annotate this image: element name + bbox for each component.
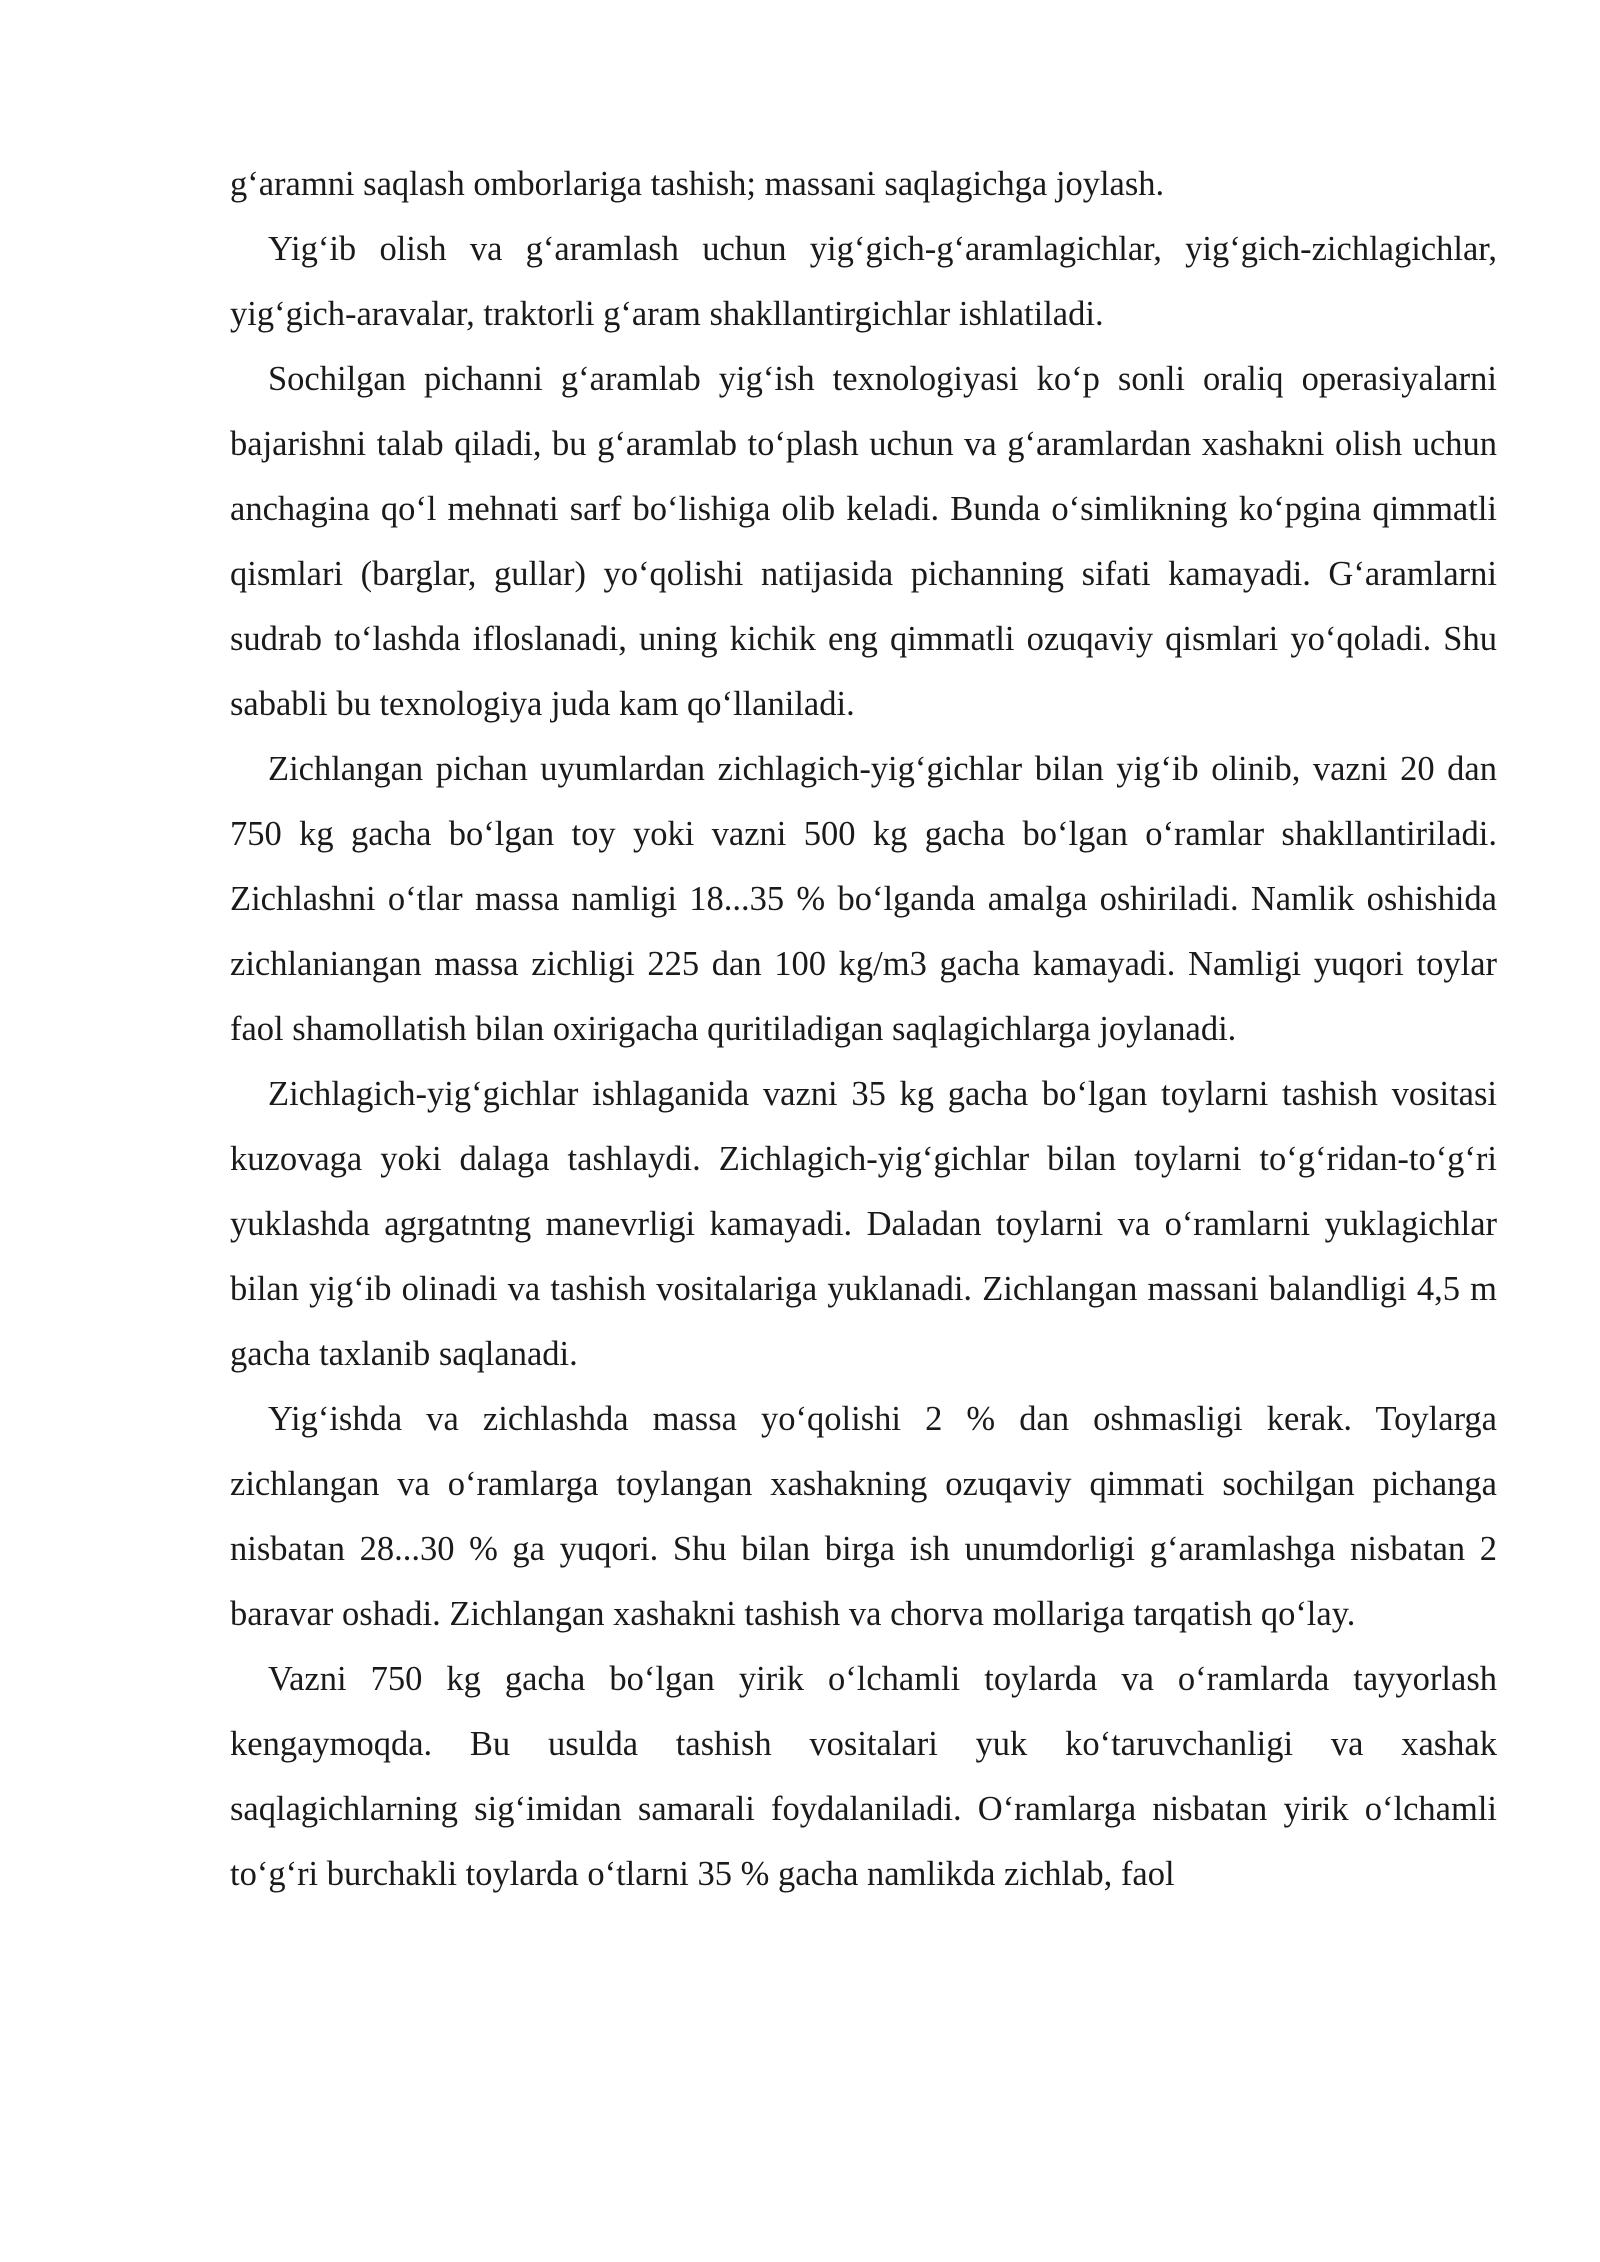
paragraph-large-bales: Vazni 750 kg gacha bo‘lgan yirik o‘lchamli toylarda va o‘ramlarda tayyorlash kengaymoqda. Bu usulda tashish vositalari yuk ko‘taruvchanligi va xashak saqlagichlarning sig‘imidan samarali foydalaniladi. O‘ramlarga nisbatan yirik o‘lchamli to‘g‘ri burchakli toylarda o‘tlarni 35 % gacha namlikda zichlab, faol: [230, 1660, 1497, 1893]
paragraph-continuation: g‘aramni saqlash omborlariga tashish; massani saqlagichga joylash.: [230, 165, 1165, 203]
paragraph-compressed-hay: Zichlangan pichan uyumlardan zichlagich-yig‘gichlar bilan yig‘ib olinib, vazni 20 dan 750 kg gacha bo‘lgan toy yoki vazni 500 kg gacha bo‘lgan o‘ramlar shakllantiriladi. Zichlashni o‘tlar massa namligi 18...35 % bo‘lganda amalga oshiriladi. Namlik oshishida zichlaniangan massa zichligi 225 dan 100 kg/m3 gacha kamayadi. Namligi yuqori toylar faol shamollatish bilan oxirigacha quritiladigan saqlagichlarga joylanadi.: [230, 750, 1497, 1048]
paragraph-baler-operation: Zichlagich-yig‘gichlar ishlaganida vazni 35 kg gacha bo‘lgan toylarni tashish vositasi kuzovaga yoki dalaga tashlaydi. Zichlagich-yig‘gichlar bilan toylarni to‘g‘ridan-to‘g‘ri yuklashda agrgatntng manevrligi kamayadi. Daladan toylarni va o‘ramlarni yuklagichlar bilan yig‘ib olinadi va tashish vositalariga yuklanadi. Zichlangan massani balandligi 4,5 m gacha taxlanib saqlanadi.: [230, 1075, 1497, 1373]
body-text: [230, 152, 1497, 1907]
paragraph-stacking-technology: Sochilgan pichanni g‘aramlab yig‘ish texnologiyasi ko‘p sonli oraliq operasiyalarni bajarishni talab qiladi, bu g‘aramlab to‘plash uchun va g‘aramlardan xashakni olish uchun anchagina qo‘l mehnati sarf bo‘lishiga olib keladi. Bunda o‘simlikning ko‘pgina qimmatli qismlari (barglar, gullar) yo‘qolishi natijasida pichanning sifati kamayadi. G‘aramlarni sudrab to‘lashda ifloslanadi, uning kichik eng qimmatli ozuqaviy qismlari yo‘qoladi. Shu sababli bu texnologiya juda kam qo‘llaniladi.: [230, 360, 1497, 723]
paragraph-harvesting-equipment: Yig‘ib olish va g‘aramlash uchun yig‘gich-g‘aramlagichlar, yig‘gich-zichlagichlar, yig‘gich-aravalar, traktorli g‘aram shakllantirgichlar ishlatiladi.: [230, 230, 1497, 333]
paragraph-mass-loss: Yig‘ishda va zichlashda massa yo‘qolishi 2 % dan oshmasligi kerak. Toylarga zichlangan va o‘ramlarga toylangan xashakning ozuqaviy qimmati sochilgan pichanga nisbatan 28...30 % ga yuqori. Shu bilan birga ish unumdorligi g‘aramlashga nisbatan 2 baravar oshadi. Zichlangan xashakni tashish va chorva mollariga tarqatish qo‘lay.: [230, 1400, 1497, 1633]
